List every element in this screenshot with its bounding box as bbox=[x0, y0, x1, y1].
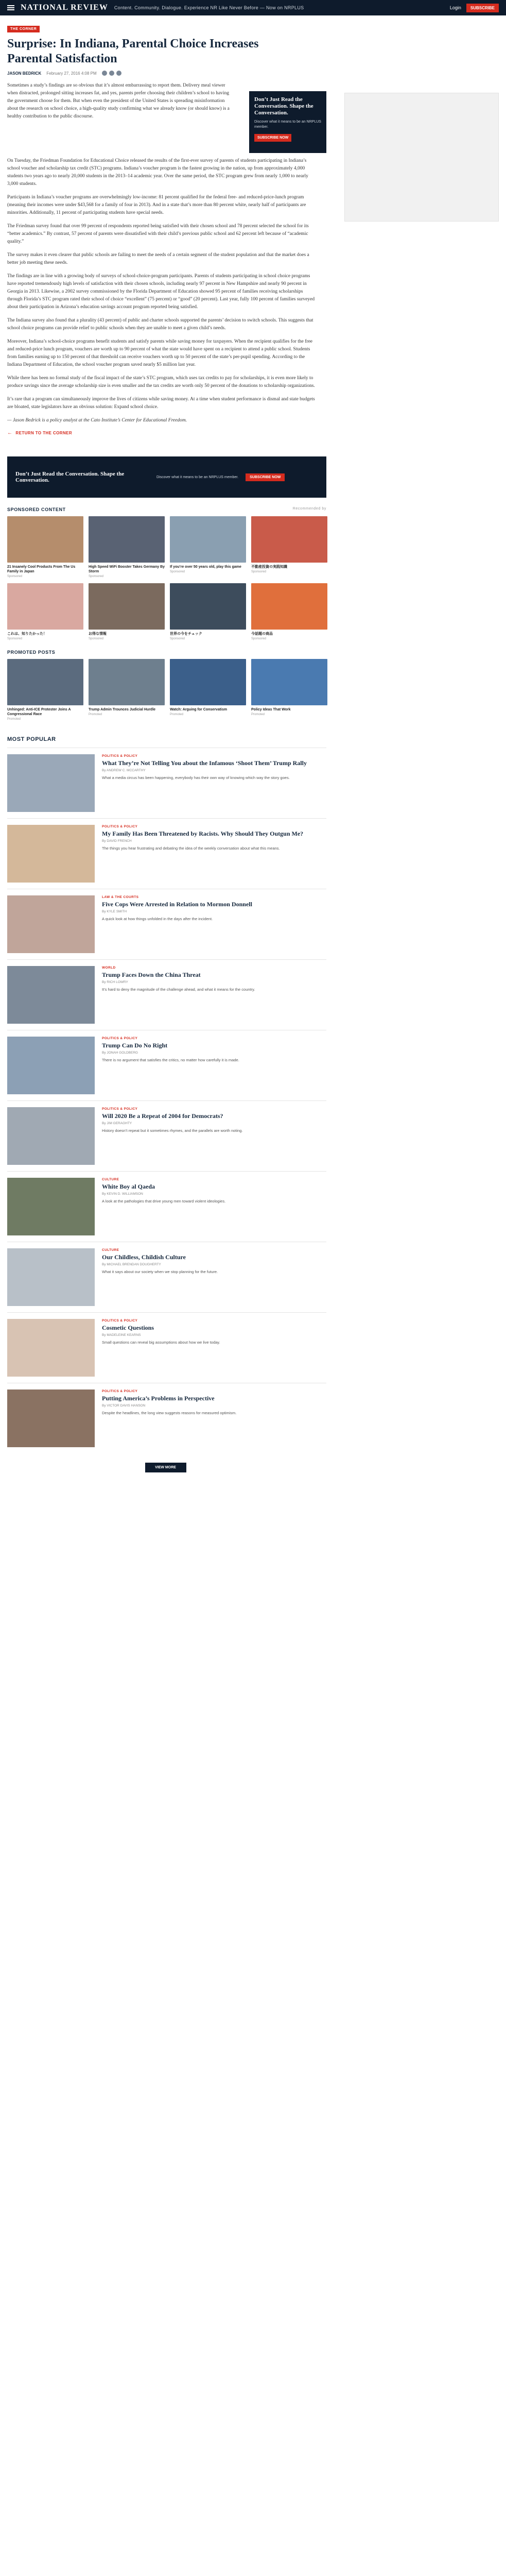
author-signature: — Jason Bedrick is a policy analyst at the Cato Institute’s Center for Educational Freedom. bbox=[7, 418, 187, 423]
card-source: Sponsored bbox=[170, 570, 185, 573]
popular-item[interactable] bbox=[7, 959, 326, 1030]
card-source: Promoted bbox=[170, 713, 184, 716]
recommended-by: Recommended by bbox=[292, 507, 326, 511]
popular-kicker: CULTURE bbox=[102, 1178, 119, 1181]
ad-title: Don’t Just Read the Conversation. Shape the Conversation. bbox=[254, 96, 313, 116]
popular-text bbox=[102, 1037, 326, 1094]
popular-author[interactable]: By MADELEINE KEARNS bbox=[102, 1333, 141, 1337]
card-caption[interactable]: Watch: Arguing for Conservatism bbox=[170, 708, 228, 711]
popular-text bbox=[102, 1389, 326, 1447]
popular-text bbox=[102, 825, 326, 883]
popular-excerpt: A look at the pathologies that drive young men toward violent ideologies. bbox=[102, 1199, 226, 1204]
popular-text bbox=[102, 1178, 326, 1235]
topbar-tagline: Content. Community. Dialogue. Experience NR Like Never Before — Now on NRPLUS bbox=[114, 5, 304, 10]
subscribe-button[interactable]: SUBSCRIBE bbox=[466, 4, 499, 12]
card-source: Promoted bbox=[89, 713, 102, 716]
section-tag[interactable]: THE CORNER bbox=[7, 26, 40, 32]
sponsored-card[interactable] bbox=[170, 583, 246, 640]
view-more-button[interactable]: VIEW MORE bbox=[145, 1463, 186, 1472]
popular-thumbnail[interactable] bbox=[7, 1319, 95, 1377]
article-paragraph: The Indiana survey also found that a plurality (43 percent) of public and charter schools supported the parents’ decision to switch schools. This suggests that school choice programs can provide relief to public schools when they are unable to meet a given child’s needs. bbox=[7, 318, 313, 331]
share-icons bbox=[102, 71, 121, 76]
popular-item[interactable] bbox=[7, 748, 326, 818]
popular-thumbnail[interactable] bbox=[7, 966, 95, 1024]
popular-author[interactable]: By ANDREW C. MCCARTHY bbox=[102, 769, 146, 772]
sponsored-card[interactable] bbox=[251, 659, 327, 721]
popular-excerpt: Small questions can reveal big assumptions about how we live today. bbox=[102, 1340, 220, 1345]
sidebar-ad[interactable] bbox=[344, 93, 499, 222]
card-thumbnail[interactable] bbox=[7, 583, 83, 630]
popular-text bbox=[102, 1319, 326, 1377]
popular-text bbox=[102, 895, 326, 953]
popular-author[interactable]: By JIM GERAGHTY bbox=[102, 1122, 132, 1125]
card-thumbnail[interactable] bbox=[170, 516, 246, 563]
popular-kicker: POLITICS & POLICY bbox=[102, 1319, 138, 1323]
popular-title[interactable]: Cosmetic Questions bbox=[102, 1324, 154, 1331]
article-paragraph: The findings are in line with a growing body of surveys of school-choice-program participants. Parents of students participating in school choice programs have reported tremendously high levels of satisfaction with their chosen schools, including nearly 97 percent in New Hampshire and nearly 90 percent in Georgia in 2013. Likewise, a 2002 survey commissioned by the Florida Department of Education showed 95 percent of families receiving scholarships through Florida’s STC program rated their school of choice “excellent” (75 percent) or “good” (20 percent). Last year, fully 100 percent of families surveyed about their participation in Arizona’s education savings account program reported being satisfied. bbox=[7, 274, 315, 310]
popular-item[interactable] bbox=[7, 1242, 326, 1312]
promoted-header bbox=[7, 650, 326, 655]
sponsored-grid bbox=[7, 516, 326, 640]
card-caption[interactable]: 21 Insanely Cool Products From The Us Family in Japan bbox=[7, 565, 76, 573]
email-icon[interactable] bbox=[116, 71, 121, 76]
popular-kicker: POLITICS & POLICY bbox=[102, 825, 138, 828]
wide-ad[interactable] bbox=[7, 456, 326, 498]
popular-item[interactable] bbox=[7, 889, 326, 959]
popular-excerpt: A quick look at how things unfolded in the days after the incident. bbox=[102, 917, 213, 921]
popular-author[interactable]: By JONAH GOLDBERG bbox=[102, 1051, 138, 1055]
popular-excerpt: Despite the headlines, the long view suggests reasons for measured optimism. bbox=[102, 1411, 237, 1415]
card-caption[interactable]: High Speed WiFi Booster Takes Germany By Storm bbox=[89, 565, 165, 573]
card-thumbnail[interactable] bbox=[251, 583, 327, 630]
arrow-left-icon: ← bbox=[7, 430, 13, 436]
ad-text: Discover what it means to be an NRPLUS member. bbox=[254, 120, 321, 129]
return-label: RETURN TO THE CORNER bbox=[15, 431, 73, 435]
popular-thumbnail[interactable] bbox=[7, 754, 95, 812]
card-caption[interactable]: 不動産投資の実践知識 bbox=[251, 565, 287, 569]
popular-title[interactable]: Trump Faces Down the China Threat bbox=[102, 971, 201, 978]
inline-ad[interactable] bbox=[249, 91, 326, 153]
popular-kicker: POLITICS & POLICY bbox=[102, 1037, 138, 1040]
popular-author[interactable]: By RICH LOWRY bbox=[102, 980, 128, 984]
article-paragraph: The survey makes it even clearer that public schools are failing to meet the needs of a certain segment of the student population and that the market does a better job meeting these needs. bbox=[7, 252, 309, 265]
main-content bbox=[0, 15, 506, 1472]
popular-thumbnail[interactable] bbox=[7, 1389, 95, 1447]
popular-thumbnail[interactable] bbox=[7, 1037, 95, 1094]
card-caption[interactable]: Policy Ideas That Work bbox=[251, 708, 291, 711]
popular-thumbnail[interactable] bbox=[7, 1107, 95, 1165]
popular-item[interactable] bbox=[7, 818, 326, 889]
popular-title[interactable]: Will 2020 Be a Repeat of 2004 for Democrats? bbox=[102, 1112, 223, 1120]
card-source: Sponsored bbox=[170, 637, 185, 640]
author-link[interactable]: JASON BEDRICK bbox=[7, 71, 42, 76]
popular-title[interactable]: Trump Can Do No Right bbox=[102, 1042, 168, 1049]
sponsored-card[interactable] bbox=[170, 516, 246, 578]
card-source: Sponsored bbox=[251, 570, 267, 573]
popular-kicker: POLITICS & POLICY bbox=[102, 1107, 138, 1111]
popular-thumbnail[interactable] bbox=[7, 1248, 95, 1306]
popular-title[interactable]: White Boy al Qaeda bbox=[102, 1183, 155, 1190]
card-caption[interactable]: 今話題の商品 bbox=[251, 632, 273, 636]
popular-text bbox=[102, 754, 326, 812]
card-source: Sponsored bbox=[89, 637, 104, 640]
popular-thumbnail[interactable] bbox=[7, 825, 95, 883]
return-link[interactable] bbox=[7, 430, 499, 436]
card-thumbnail[interactable] bbox=[251, 659, 327, 705]
card-thumbnail[interactable] bbox=[7, 516, 83, 563]
popular-excerpt: There is no argument that satisfies the critics, no matter how carefully it is made. bbox=[102, 1058, 239, 1062]
popular-title[interactable]: Five Cops Were Arrested in Relation to Mormon Donnell bbox=[102, 901, 252, 908]
card-thumbnail[interactable] bbox=[89, 516, 165, 563]
popular-item[interactable] bbox=[7, 1100, 326, 1171]
card-source: Sponsored bbox=[89, 575, 104, 578]
card-thumbnail[interactable] bbox=[89, 583, 165, 630]
popular-thumbnail[interactable] bbox=[7, 895, 95, 953]
facebook-icon[interactable] bbox=[102, 71, 107, 76]
most-popular-title: MOST POPULAR bbox=[7, 736, 56, 742]
sponsored-header bbox=[7, 507, 326, 512]
top-bar bbox=[0, 0, 506, 15]
popular-text bbox=[102, 1248, 326, 1306]
popular-excerpt: What it says about our society when we stop planning for the future. bbox=[102, 1269, 218, 1274]
sponsored-card[interactable] bbox=[251, 516, 327, 578]
menu-icon[interactable] bbox=[7, 5, 14, 10]
popular-item[interactable] bbox=[7, 1171, 326, 1242]
popular-kicker: WORLD bbox=[102, 966, 116, 970]
topbar-actions bbox=[450, 4, 499, 12]
card-thumbnail[interactable] bbox=[170, 583, 246, 630]
popular-author[interactable]: By KYLE SMITH bbox=[102, 910, 127, 913]
card-thumbnail[interactable] bbox=[7, 659, 83, 705]
popular-author[interactable]: By MICHAEL BRENDAN DOUGHERTY bbox=[102, 1263, 161, 1266]
popular-thumbnail[interactable] bbox=[7, 1178, 95, 1235]
sponsored-title: SPONSORED CONTENT bbox=[7, 507, 66, 512]
popular-kicker: LAW & THE COURTS bbox=[102, 895, 139, 899]
sponsored-card[interactable] bbox=[7, 659, 83, 721]
popular-text bbox=[102, 966, 326, 1024]
card-thumbnail[interactable] bbox=[170, 659, 246, 705]
sponsored-card[interactable] bbox=[89, 659, 165, 721]
sponsored-card[interactable] bbox=[170, 659, 246, 721]
popular-text bbox=[102, 1107, 326, 1165]
popular-excerpt: History doesn’t repeat but it sometimes rhymes, and the parallels are worth noting. bbox=[102, 1128, 243, 1133]
popular-excerpt: What a media circus has been happening, everybody has their own way of knowing which way the story goes. bbox=[102, 775, 290, 780]
card-thumbnail[interactable] bbox=[251, 516, 327, 563]
popular-title[interactable]: Our Childless, Childish Culture bbox=[102, 1253, 186, 1261]
login-link[interactable]: Login bbox=[449, 5, 461, 10]
popular-author[interactable]: By VICTOR DAVIS HANSON bbox=[102, 1404, 146, 1408]
sponsored-card[interactable] bbox=[89, 583, 165, 640]
byline bbox=[7, 71, 499, 76]
popular-kicker: POLITICS & POLICY bbox=[102, 754, 138, 758]
card-caption[interactable]: これは、知りたかった！ bbox=[7, 632, 47, 636]
card-source: Sponsored bbox=[251, 637, 267, 640]
popular-kicker: POLITICS & POLICY bbox=[102, 1389, 138, 1393]
article-headline: Surprise: In Indiana, Parental Choice Increases Parental Satisfaction bbox=[7, 37, 259, 65]
popular-item[interactable] bbox=[7, 1383, 326, 1453]
most-popular-list bbox=[7, 748, 326, 1453]
popular-excerpt: The things you hear frustrating and debating the idea of the weekly conversation about what this means. bbox=[102, 846, 280, 851]
article-paragraph: It’s rare that a program can simultaneously improve the lives of citizens while saving money. At a time when student performance is dismal and state budgets are bloated, state legislators have an obvious solution: Expand school choice. bbox=[7, 397, 315, 410]
card-caption[interactable]: お得な情報 bbox=[89, 632, 107, 636]
card-source: Sponsored bbox=[7, 575, 23, 578]
popular-author[interactable]: By KEVIN D. WILLIAMSON bbox=[102, 1192, 143, 1196]
ad-cta-button[interactable]: SUBSCRIBE NOW bbox=[254, 134, 291, 142]
wide-ad-text: Discover what it means to be an NRPLUS member. bbox=[156, 475, 239, 479]
sponsored-card[interactable] bbox=[7, 583, 83, 640]
card-thumbnail[interactable] bbox=[89, 659, 165, 705]
twitter-icon[interactable] bbox=[109, 71, 114, 76]
card-source: Promoted bbox=[251, 713, 265, 716]
popular-title[interactable]: Putting America’s Problems in Perspective bbox=[102, 1395, 215, 1402]
card-source: Promoted bbox=[7, 718, 21, 721]
article-paragraph: On Tuesday, the Friedman Foundation for Educational Choice released the results of the first-ever survey of parents of students participating in Indiana’s school voucher and scholarship tax credit (STC) programs. Indiana’s voucher program is the fastest growing in the nation, up from approximately 4,000 students two years ago to nearly 20,000 students in the 2013–14 academic year. Over the same period, the STC program grew from nearly 1,000 to nearly 3,000 students. bbox=[7, 158, 308, 187]
card-source: Sponsored bbox=[7, 637, 23, 640]
card-caption[interactable]: Trump Admin Trounces Judicial Hurdle bbox=[89, 708, 156, 711]
popular-title[interactable]: My Family Has Been Threatened by Racists. Why Should They Outgun Me? bbox=[102, 830, 304, 837]
popular-title[interactable]: What They’re Not Telling You about the Infamous ‘Shoot Them’ Trump Rally bbox=[102, 759, 307, 767]
popular-excerpt: It’s hard to deny the magnitude of the challenge ahead, and what it means for the country. bbox=[102, 987, 255, 992]
article-paragraph: While there has been no formal study of the fiscal impact of the state’s STC program, which uses tax credits to pay for scholarships, it is even more likely to produce savings since the average scholarship size is even smaller and the tax credits are worth only 50 percent of the donations to scholarship organizations. bbox=[7, 376, 315, 388]
popular-item[interactable] bbox=[7, 1312, 326, 1383]
article-paragraph: Sometimes a study’s findings are so obvious that it’s almost embarrassing to report them. Delivery meal viewer when distracted, prolonged sitting increases fat, and yes, parents prefer choosing their children’s school to having the government choose for them. But when even the president of the United States is spreading misinformation about the research on school choice, a high-quality study confirming what we already know (or should know) is a healthy contribution to the public discourse. bbox=[7, 83, 230, 119]
site-logo[interactable]: NATIONAL REVIEW bbox=[21, 3, 108, 12]
popular-author[interactable]: By DAVID FRENCH bbox=[102, 839, 132, 843]
article-paragraph: Moreover, Indiana’s school-choice programs benefit students and satisfy parents while saving money for taxpayers. When the recipient qualifies for the free and reduced-price lunch program, vouchers are worth up to 90 percent of what the state would have spent on a recipient to attend a public school. Students from families earning up to 150 percent of that threshold can receive vouchers worth up to 50 percent of the state’s per-pupil spending. According to the Indiana Department of Education, the school voucher program saved nearly $5 million last year. bbox=[7, 339, 312, 367]
card-caption[interactable]: If you’re over 50 years old, play this game bbox=[170, 565, 241, 569]
article-paragraph: The Friedman survey found that over 99 percent of respondents reported being satisfied with their chosen school and 78 percent selected the school for its “better academics.” By contrast, 57 percent of parents were dissatisfied with their child’s previous public school and 62 percent left because of “academic quality.” bbox=[7, 224, 309, 244]
sponsored-card[interactable] bbox=[89, 516, 165, 578]
card-caption[interactable]: 世界の今をチェック bbox=[170, 632, 202, 636]
card-caption[interactable]: Unhinged: Anti-ICE Protester Joins A Congressional Race bbox=[7, 708, 71, 716]
popular-item[interactable] bbox=[7, 1030, 326, 1100]
wide-ad-cta-button[interactable]: SUBSCRIBE NOW bbox=[246, 473, 285, 481]
promoted-grid bbox=[7, 659, 326, 721]
publish-date: February 27, 2016 4:08 PM bbox=[46, 71, 97, 76]
popular-kicker: CULTURE bbox=[102, 1248, 119, 1252]
promoted-title: PROMOTED POSTS bbox=[7, 650, 56, 655]
article-paragraph: Participants in Indiana’s voucher programs are overwhelmingly low-income: 81 percent qualified for the federal free- and reduced-price-lunch program (meaning their incomes were under $43,568 for a family of four in 2013). And in a state that’s more than 80 percent white, nearly half of participants are minorities. Additionally, 11 percent of participating students have special needs. bbox=[7, 195, 306, 215]
sponsored-card[interactable] bbox=[7, 516, 83, 578]
wide-ad-title: Don’t Just Read the Conversation. Shape the Conversation. bbox=[15, 471, 125, 483]
sponsored-card[interactable] bbox=[251, 583, 327, 640]
